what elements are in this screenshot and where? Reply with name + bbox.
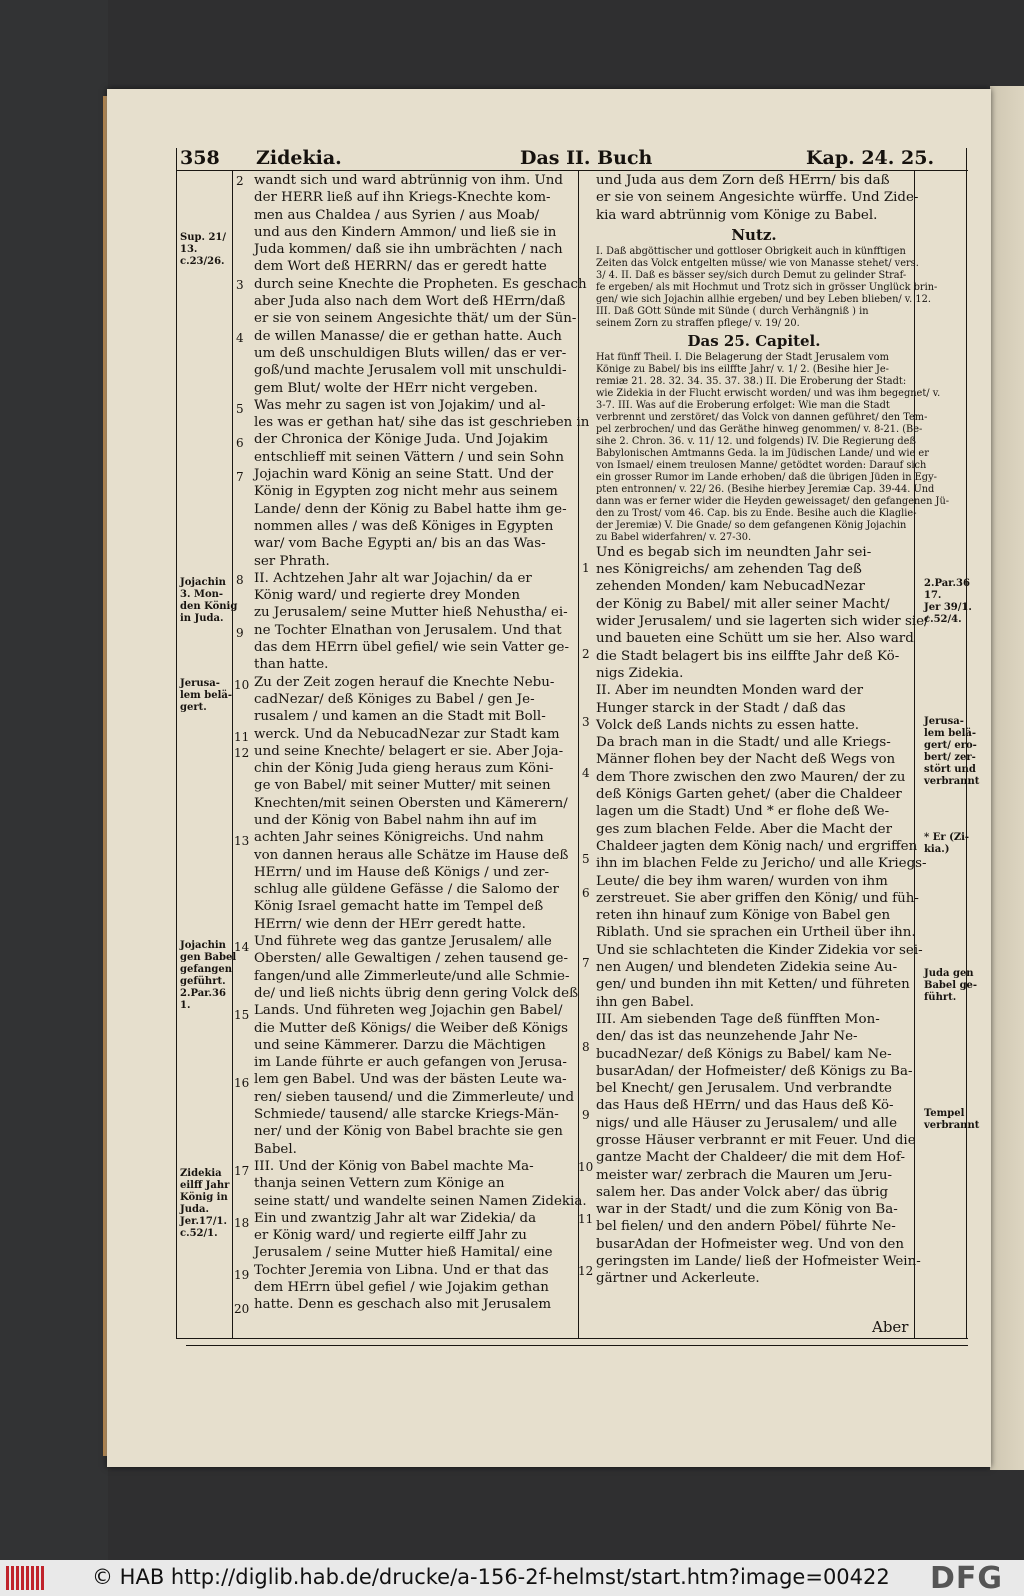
text-line: im Lande führte er auch gefangen von Jerusa-: [254, 1055, 567, 1071]
text-line: men aus Chaldea / aus Syrien / aus Moab/: [254, 207, 540, 223]
text-line: remiæ 21. 28. 32. 34. 35. 37. 38.) II. Die Eroberung der Stadt:: [596, 375, 907, 387]
text-line: wider Jerusalem/ und sie lagerten sich wider sie/: [596, 614, 929, 630]
verse-number: 4: [236, 331, 244, 345]
verse-number: 3: [582, 715, 590, 729]
text-line: dem HErrn übel gefiel / wie Jojakim gethan: [254, 1280, 549, 1295]
verse-number: 9: [236, 626, 244, 640]
text-line: dem Wort deß HERRN/ das er geredt hatte: [254, 259, 547, 275]
text-line: der Chronica der Könige Juda. Und Jojakim: [254, 432, 549, 448]
catchword: Aber: [872, 1318, 909, 1336]
outer-rule-left: [176, 148, 177, 1338]
verse-number: 5: [582, 852, 590, 866]
text-line: zerstreuet. Sie aber griffen den König/ und füh-: [596, 890, 919, 906]
margin-note-left: Jojachin 3. Mon- den König in Juda.: [180, 577, 238, 624]
text-line: bel Knecht/ gen Jerusalem. Und verbrandte: [596, 1081, 892, 1097]
text-line: pten entronnen/ v. 22/ 26. (Besihe hierbey Jeremiæ Cap. 39-44. Und: [596, 483, 935, 495]
page-number: 358: [180, 147, 220, 169]
text-line: Und es begab sich im neundten Jahr sei-: [596, 544, 872, 560]
text-line: von Ismael/ einem treulosen Manne/ getödtet worden: Darauf sich: [596, 459, 927, 471]
text-line: Könige zu Babel/ bis ins eilffte Jahr/ v. 1/ 2. (Besihe hier Je-: [596, 363, 889, 375]
margin-note-right: 2.Par.36 17. Jer 39/1. c.52/4.: [924, 578, 972, 625]
text-line: aber Juda also nach dem Wort deß HErrn/daß: [254, 294, 566, 310]
text-line: Zu der Zeit zogen herauf die Knechte Nebu-: [254, 674, 555, 690]
text-line: gem Blut/ wolte der HErr nicht vergeben.: [254, 380, 538, 396]
text-line: Was mehr zu sagen ist von Jojakim/ und al-: [254, 397, 546, 413]
text-line: cadNezar/ deß Königes zu Babel / gen Je-: [254, 691, 535, 707]
verse-number: 2: [582, 647, 590, 661]
text-line: Babel.: [254, 1141, 297, 1157]
text-line: Leute/ die bey ihm waren/ wurden von ihm: [596, 873, 888, 889]
text-line: de/ und ließ nichts übrig denn gering Volck deß: [254, 985, 579, 1001]
text-line: schlug alle güldene Gefässe / die Salomo der: [254, 882, 559, 898]
verse-number: 4: [582, 766, 590, 780]
text-line: König ward/ und regierte drey Monden: [254, 588, 521, 604]
text-line: gärtner und Ackerleute.: [596, 1271, 760, 1287]
verse-number: 19: [234, 1268, 250, 1282]
verse-number: 16: [234, 1076, 250, 1090]
text-line: Babylonischen Amtmanns Geda. la im Jüdischen Lande/ und wie er: [596, 447, 929, 459]
text-line: Tochter Jeremia von Libna. Und er that das: [254, 1262, 549, 1278]
verse-number: 7: [236, 470, 244, 484]
text-line: bucadNezar/ deß Königs zu Babel/ kam Ne-: [596, 1046, 892, 1062]
text-line: Und sie schlachteten die Kinder Zidekia vor sei-: [596, 942, 923, 958]
text-line: und seine Knechte/ belagert er sie. Aber Joja-: [254, 743, 564, 759]
hab-logo-icon: [6, 1566, 46, 1590]
text-line: ihn im blachen Felde zu Jericho/ und alle Kriegs-: [596, 856, 927, 872]
chapter-heading: Das 25. Capitel.: [687, 331, 821, 350]
text-line: pel zerbrochen/ und das Geräthe hinweg genommen/ v. 8-21. (Be-: [596, 423, 923, 435]
text-line: das dem HErrn übel gefiel/ wie sein Vatter ge-: [254, 640, 570, 656]
viewer-footer: [0, 1560, 1024, 1596]
verse-number: 7: [582, 956, 590, 970]
text-line: Und führete weg das gantze Jerusalem/ alle: [254, 934, 552, 950]
text-line: Knechten/mit seinen Obersten und Kämerern/: [254, 795, 568, 811]
text-line: und aus den Kindern Ammon/ und ließ sie in: [254, 224, 557, 240]
text-line: wandt sich und ward abtrünnig von ihm. Und: [254, 173, 563, 188]
verse-number: 12: [578, 1264, 594, 1278]
text-line: seine statt/ und wandelte seinen Namen Zidekia.: [254, 1193, 587, 1209]
text-line: II. Aber im neundten Monden ward der: [596, 683, 864, 699]
text-line: Jerusalem / seine Mutter hieß Hamital/ eine: [254, 1245, 553, 1261]
text-line: den/ das ist das neunzehende Jahr Ne-: [596, 1029, 858, 1045]
text-line: gen/ und bunden ihn mit Ketten/ und führeten: [596, 977, 910, 993]
text-line: der König zu Babel/ mit aller seiner Macht/: [596, 596, 890, 612]
running-head-left: Zidekia.: [256, 147, 342, 169]
verse-number: 20: [234, 1302, 250, 1316]
margin-note-left: Jerusa- lem belä- gert.: [180, 678, 233, 713]
text-line: er König ward/ und regierte eilff Jahr zu: [254, 1228, 527, 1244]
text-line: König Israel gemacht hatte im Tempel deß: [254, 899, 544, 915]
scan-background: [0, 0, 108, 1560]
source-link[interactable]: © HAB http://diglib.hab.de/drucke/a-156-2f-helmst/start.htm?image=00422: [92, 1565, 890, 1589]
text-line: der Jeremiæ) V. Die Gnade/ so dem gefangenen König Jojachin: [596, 519, 907, 531]
text-line: war in der Stadt/ und die zum König von Ba-: [596, 1202, 898, 1218]
text-line: zehenden Monden/ kam NebucadNezar: [596, 579, 865, 595]
text-line: grosse Häuser verbrannt er mit Feuer. Und die: [596, 1132, 916, 1148]
verse-number: 15: [234, 1008, 250, 1022]
verse-number: 8: [582, 1040, 590, 1054]
margin-note-right: Juda gen Babel ge- führt.: [924, 968, 978, 1003]
margin-note-left: Sup. 21/ 13. c.23/26.: [180, 232, 227, 267]
text-line: Jojachin ward König an seine Statt. Und der: [254, 467, 554, 483]
text-line: rusalem / und kamen an die Stadt mit Boll-: [254, 709, 546, 725]
text-line: HErrn/ und im Hause deß Königs / und zer-: [254, 864, 550, 880]
text-line: I. Daß abgöttischer und gottloser Obrigkeit auch in künfftigen: [596, 245, 906, 257]
text-line: Chaldeer jagten dem König nach/ und ergriffen: [596, 838, 918, 854]
margin-note-right: Jerusa- lem belä- gert/ ero- bert/ zer- stört und verbrannt: [924, 716, 980, 787]
verse-number: 11: [578, 1212, 594, 1226]
text-line: chin der König Juda gieng heraus zum Köni-: [254, 761, 554, 777]
text-line: und der König von Babel nahm ihn auf im: [254, 812, 537, 828]
text-line: durch seine Knechte die Propheten. Es geschach: [254, 276, 587, 292]
text-line: war/ vom Bache Egypti an/ bis an das Was-: [254, 536, 546, 552]
text-line: von dannen heraus alle Schätze im Hause deß: [254, 847, 569, 863]
verse-number: 17: [234, 1164, 250, 1178]
verse-number: 1: [582, 561, 590, 575]
text-line: der HERR ließ auf ihn Kriegs-Knechte kom-: [254, 190, 551, 206]
footer-rule: [176, 1338, 968, 1339]
text-line: than hatte.: [254, 657, 329, 673]
text-line: Da brach man in die Stadt/ und alle Kriegs-: [596, 735, 891, 751]
header-rule: [176, 170, 968, 171]
nutz-heading: Nutz.: [731, 225, 777, 244]
text-line: Volck deß Lands nichts zu essen hatte.: [596, 717, 860, 733]
margin-note-left: Jojachin gen Babel gefangen geführt. 2.Par.36 1.: [180, 940, 237, 1011]
verse-number: 5: [236, 402, 244, 416]
verse-number: 9: [582, 1108, 590, 1122]
text-line: thanja seinen Vettern zum Könige an: [254, 1176, 505, 1192]
text-line: III. Am siebenden Tage deß fünfften Mon-: [596, 1011, 880, 1027]
text-line: seinem Zorn zu straffen pflege/ v. 19/ 20.: [596, 317, 800, 329]
text-line: Hunger starck in der Stadt / daß das: [596, 700, 846, 716]
running-head-center: Das II. Buch: [520, 147, 653, 169]
verse-number: 14: [234, 940, 250, 954]
next-page-edge: [990, 86, 1024, 1470]
footer-rule-2: [186, 1345, 968, 1346]
text-line: er sie von seinem Angesichte thät/ um der Sün-: [254, 311, 577, 327]
text-line: und baueten eine Schütt um sie her. Also ward: [596, 631, 914, 647]
margin-note-right: Tempel verbrannt: [924, 1108, 980, 1131]
text-line: sihe 2. Chron. 36. v. 11/ 12. und folgends) IV. Die Regierung deß: [596, 435, 916, 447]
text-line: er sie von seinem Angesichte würffe. Und Zide-: [596, 190, 919, 206]
text-line: nigs/ und alle Häuser zu Jerusalem/ und alle: [596, 1115, 897, 1131]
text-line: achten Jahr seines Königreichs. Und nahm: [254, 830, 544, 846]
verse-number: 2: [236, 174, 244, 188]
text-line: Juda kommen/ daß sie ihn umbrächten / nach: [254, 242, 563, 258]
text-line: kia ward abtrünnig vom Könige zu Babel.: [596, 207, 878, 223]
text-line: ne Tochter Elnathan von Jerusalem. Und that: [254, 622, 562, 638]
text-line: nommen alles / was deß Königes in Egypten: [254, 518, 554, 534]
text-line: ge von Babel/ mit seiner Mutter/ mit seinen: [254, 778, 551, 794]
text-line: geringsten im Lande/ ließ der Hofmeister Wein-: [596, 1254, 921, 1270]
text-line: die Stadt belagert bis ins eilffte Jahr deß Kö-: [596, 648, 900, 664]
text-line: reten ihn hinauf zum Könige von Babel gen: [596, 908, 891, 924]
text-line: das Haus deß HErrn/ und das Haus deß Kö-: [596, 1098, 894, 1114]
text-line: fe ergeben/ als mit Hochmut und Trotz sich in grösser Unglück brin-: [596, 281, 938, 293]
verse-number: 11: [234, 730, 250, 744]
margin-rule-right: [914, 170, 915, 1338]
verse-number: 6: [236, 436, 244, 450]
text-line: entschlieff mit seinen Vättern / und sein Sohn: [254, 449, 564, 465]
text-line: gantze Macht der Chaldeer/ die mit dem Hof-: [596, 1150, 905, 1166]
text-line: werck. Und da NebucadNezar zur Stadt kam: [254, 726, 560, 742]
verse-number: 12: [234, 746, 250, 760]
text-line: Ein und zwantzig Jahr alt war Zidekia/ da: [254, 1210, 537, 1226]
text-line: und Juda aus dem Zorn deß HErrn/ bis daß: [596, 173, 890, 188]
text-line: dann was er ferner wider die Heyden geweissaget/ den gefangenen Jü-: [596, 495, 950, 507]
text-line: verbrennt und zerstöret/ das Volck von dannen geführet/ den Tem-: [596, 411, 928, 423]
text-line: Schmiede/ tausend/ alle starcke Kriegs-Män-: [254, 1107, 559, 1123]
text-line: HErrn/ wie denn der HErr geredt hatte.: [254, 916, 526, 932]
text-line: Obersten/ alle Gewaltigen / zehen tausend ge-: [254, 951, 568, 967]
text-line: wie Zidekia in der Flucht erwischt worden/ und was ihm begegnet/ v.: [596, 387, 941, 399]
verse-number: 3: [236, 278, 244, 292]
text-line: den zu Trost/ vom 46. Cap. bis zu Ende. Besihe auch die Klaglie-: [596, 507, 917, 519]
text-line: lem gen Babel. Und was der bästen Leute wa-: [254, 1072, 567, 1088]
text-line: Lande/ denn der König zu Babel hatte ihm ge-: [254, 501, 567, 517]
verse-number: 6: [582, 886, 590, 900]
text-line: und seine Kämmerer. Darzu die Mächtigen: [254, 1037, 546, 1053]
text-line: König in Egypten zog nicht mehr aus seinem: [254, 484, 558, 500]
verse-number: 8: [236, 573, 244, 587]
text-line: busarAdan/ der Hofmeister/ deß Königs zu Ba-: [596, 1063, 913, 1079]
text-line: die Mutter deß Königs/ die Weiber deß Königs: [254, 1020, 569, 1036]
text-line: de willen Manasse/ die er gethan hatte. Auch: [254, 328, 562, 344]
text-line: 3-7. III. Was auf die Eroberung erfolget: Wie man die Stadt: [596, 399, 890, 411]
text-line: Männer flohen bey der Nacht deß Wegs von: [596, 752, 896, 768]
text-line: Hat fünff Theil. I. Die Belagerung der Stadt Jerusalem vom: [596, 351, 889, 363]
text-line: ihn gen Babel.: [596, 994, 695, 1010]
text-line: zu Jerusalem/ seine Mutter hieß Nehustha/ ei-: [254, 605, 568, 621]
text-line: III. Und der König von Babel machte Ma-: [254, 1158, 534, 1174]
text-line: bel fielen/ und den andern Pöbel/ führte Ne-: [596, 1219, 896, 1235]
verse-number: 10: [578, 1160, 594, 1174]
verse-number: 10: [234, 678, 250, 692]
text-line: ein grosser Rumor im Lande erhoben/ daß die übrigen Jüden in Egy-: [596, 471, 937, 483]
text-line: salem her. Das ander Volck aber/ das übrig: [596, 1184, 889, 1200]
text-line: um deß unschuldigen Bluts willen/ das er ver-: [254, 345, 567, 361]
margin-note-right: * Er (Zi- kia.): [924, 832, 970, 855]
text-line: deß Königs Garten gehet/ (aber die Chaldeer: [596, 787, 902, 803]
text-line: ser Phrath.: [254, 553, 330, 569]
verse-number: 18: [234, 1216, 250, 1230]
margin-rule-left: [232, 170, 233, 1338]
text-line: Lands. Und führeten weg Jojachin gen Babel/: [254, 1003, 563, 1019]
text-line: nes Königreichs/ am zehenden Tag deß: [596, 562, 862, 578]
text-line: 3/ 4. II. Daß es bässer sey/sich durch Demut zu gelinder Straf-: [596, 269, 907, 281]
text-line: II. Achtzehen Jahr alt war Jojachin/ da er: [254, 570, 532, 586]
text-line: goß/und machte Jerusalem voll mit unschuldi-: [254, 363, 567, 379]
text-line: dem Thore zwischen den zwo Mauren/ der zu: [596, 769, 906, 785]
text-line: III. Daß GOtt Sünde mit Sünde ( durch Verhängniß ) in: [596, 305, 869, 317]
text-line: gen/ wie sich Jojachin allhie ergeben/ und bey Leben blieben/ v. 12.: [596, 293, 931, 305]
running-head-right: Kap. 24. 25.: [806, 147, 935, 169]
text-line: Riblath. Und sie sprachen ein Urtheil über ihn.: [596, 925, 916, 941]
text-line: Zeiten das Volck entgelten müsse/ wie von Manasse stehet/ vers.: [596, 257, 919, 269]
text-line: nen Augen/ und blendeten Zidekia seine Au-: [596, 960, 898, 976]
text-line: meister war/ zerbrach die Mauren um Jeru-: [596, 1167, 893, 1183]
margin-note-left: Zidekia eilff Jahr König in Juda. Jer.17/1. c.52/1.: [180, 1168, 230, 1239]
text-line: zu Babel widerfahren/ v. 27-30.: [596, 531, 752, 543]
text-line: nigs Zidekia.: [596, 665, 684, 681]
text-line: les was er gethan hat/ sihe das ist geschrieben in: [254, 415, 590, 431]
text-line: ren/ sieben tausend/ und die Zimmerleute/ und: [254, 1089, 575, 1105]
text-line: hatte. Denn es geschach also mit Jerusalem: [254, 1297, 552, 1313]
text-line: fangen/und alle Zimmerleute/und alle Schmie-: [254, 968, 570, 984]
text-line: busarAdan der Hofmeister weg. Und von den: [596, 1236, 904, 1252]
verse-number: 13: [234, 834, 250, 848]
text-line: ner/ und der König von Babel brachte sie gen: [254, 1124, 563, 1140]
text-line: ges zum blachen Felde. Aber die Macht der: [596, 821, 893, 837]
text-line: lagen um die Stadt) Und * er flohe deß We-: [596, 804, 890, 820]
dfg-logo: DFG: [930, 1561, 1004, 1596]
